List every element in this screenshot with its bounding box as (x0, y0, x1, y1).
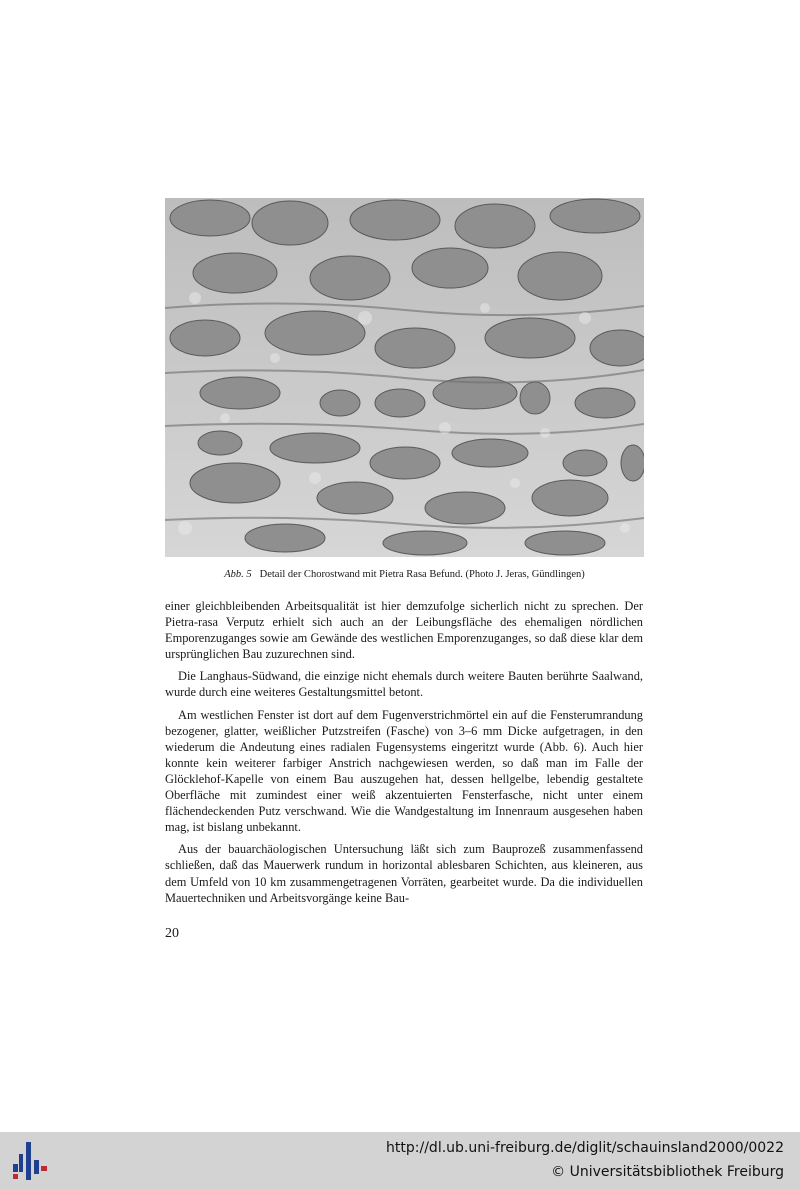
page-number: 20 (165, 926, 179, 941)
body-text (165, 598, 643, 912)
source-url-link[interactable]: http://dl.ub.uni-freiburg.de/diglit/schauinsland2000/0022 (386, 1140, 784, 1156)
footer-bar (0, 1132, 800, 1189)
copyright-notice: © Universitätsbibliothek Freiburg (551, 1164, 784, 1180)
figure-caption (165, 568, 644, 581)
figure-photo-stone-wall (165, 198, 644, 557)
paragraph: Aus der bauarchäologischen Untersuchung läßt sich zum Bauprozeß zusammenfassend schließen, daß das Mauerwerk rundum in horizontal ablesbaren Schichten, aus kleineren, aus dem Umfeld von 10 km zusammengetragenen Vorräten, gearbeitet wurde. Da die individuellen Mauertechniken und Arbeitsvorgänge keine Bau- (165, 842, 643, 905)
figure-caption-text: Detail der Chorostwand mit Pietra Rasa Befund. (Photo J. Jeras, Gündlingen) (259, 569, 585, 580)
paragraph: Die Langhaus-Südwand, die einzige nicht ehemals durch weitere Bauten berührte Saalwand, wurde durch eine weiteres Gestaltungsmittel betont. (165, 669, 643, 700)
paragraph: Am westlichen Fenster ist dort auf dem Fugenverstrichmörtel ein auf die Fensterumrandung bezogener, glatter, weißlicher Putzstreifen (Fasche) von 3–6 mm Dicke aufgetragen, in den wiederum die Andeutung eines radialen Fugensystems eingeritzt wurde (Abb. 6). Auch hier konnte kein weiterer farbiger Anstrich nachgewiesen werden, so daß man im Falle der Glöcklehof-Kapelle von einem Bau auszugehen hat, dessen hellgelbe, lebendig gestaltete Oberfläche mit zumindest einer weiß akzentuierten Fensterfasche, nicht unter einem flächendeckenden Putz verschwand. Wie die Wandgestaltung im Innenraum ausgesehen haben mag, ist bislang unbekannt. (165, 707, 643, 835)
figure-label: Abb. 5 (224, 569, 252, 580)
paragraph: einer gleichbleibenden Arbeitsqualität ist hier demzufolge sicherlich nicht zu sprechen. Der Pietra-rasa Verputz erhielt sich auch an der Leibungsfläche des ehemaligen nördlichen Emporenzuganges sowie am Gewände des westlichen Emporenzuganges, so daß diese klar dem ursprünglichen Bau zuzurechnen sind. (165, 599, 643, 662)
library-logo-icon (10, 1140, 50, 1182)
